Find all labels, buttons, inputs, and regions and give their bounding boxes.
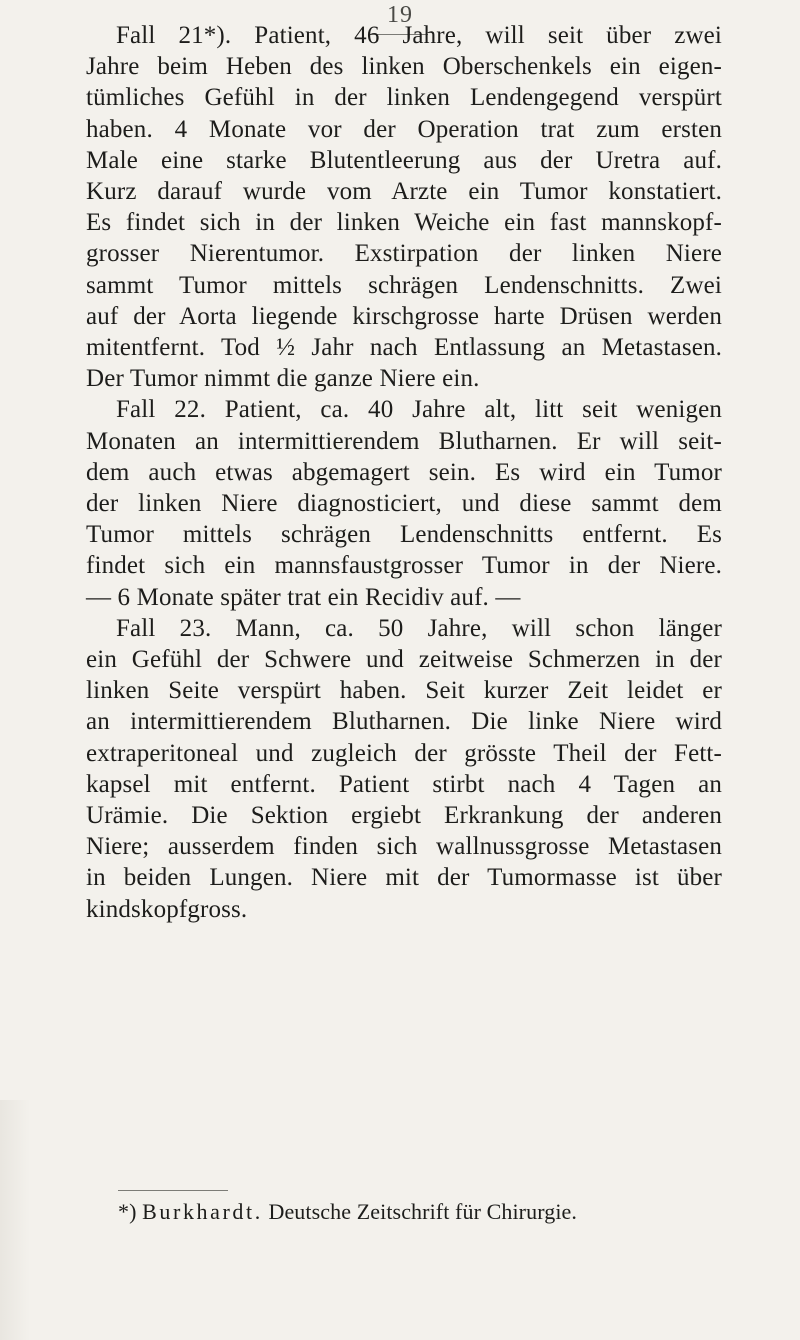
text-line: Der Tumor nimmt die ganze Niere ein. <box>86 365 480 393</box>
text-line: dem auch etwas abgemagert sein. Es wird ein Tumor <box>86 458 722 486</box>
text-line: — 6 Monate später trat ein Recidiv auf. — <box>86 583 521 611</box>
text-line: mitentfernt. Tod ½ Jahr nach Entlassung an Metastasen. <box>86 334 722 361</box>
text-line-fall-23-heading: Fall 23. Mann, ca. 50 Jahre, will schon länger <box>116 614 722 642</box>
text-line-fall-21-heading: Fall 21*). Patient, 46 Jahre, will seit über zwei <box>116 22 722 49</box>
text-line: extraperitoneal und zugleich der grösste Theil der Fett- <box>86 739 722 767</box>
text-line: Es findet sich in der linken Weiche ein fast mannskopf- <box>86 209 722 237</box>
text-line: Niere; ausserdem finden sich wallnussgrosse Metastasen <box>86 833 722 861</box>
footnote-rule <box>118 1190 228 1191</box>
text-line-fall-22-heading: Fall 22. Patient, ca. 40 Jahre alt, litt seit wenigen <box>116 396 722 424</box>
footnote-marker: *) <box>118 1199 137 1224</box>
text-line: in beiden Lungen. Niere mit der Tumormasse ist über <box>86 864 722 892</box>
text-line: linken Seite verspürt haben. Seit kurzer Zeit leidet er <box>86 677 722 705</box>
paper-edge-stain <box>0 1100 30 1340</box>
page-number: 19 <box>387 2 413 28</box>
text-line: der linken Niere diagnosticiert, und diese sammt dem <box>86 490 722 517</box>
text-line: Tumor mittels schrägen Lendenschnitts entfernt. Es <box>86 521 722 549</box>
text-line: Urämie. Die Sektion ergiebt Erkrankung der anderen <box>86 802 722 829</box>
text-line: Jahre beim Heben des linken Oberschenkels ein eigen- <box>86 53 722 81</box>
text-line: Monaten an intermittierendem Blutharnen. Er will seit- <box>86 427 722 455</box>
text-line: kindskopfgross. <box>86 895 248 923</box>
text-line: Kurz darauf wurde vom Arzte ein Tumor konstatiert. <box>86 178 722 205</box>
text-line: an intermittierendem Blutharnen. Die linke Niere wird <box>86 708 722 736</box>
text-line: auf der Aorta liegende kirschgrosse harte Drüsen werden <box>86 302 722 330</box>
text-line: Male eine starke Blutentleerung aus der Uretra auf. <box>86 146 722 174</box>
text-line: kapsel mit entfernt. Patient stirbt nach 4 Tagen an <box>86 770 722 798</box>
text-line: ein Gefühl der Schwere und zeitweise Schmerzen in der <box>86 646 722 673</box>
footnote <box>118 1198 718 1226</box>
footnote-source: Deutsche Zeitschrift für Chirurgie. <box>268 1199 578 1224</box>
text-line: grosser Nierentumor. Exstirpation der linken Niere <box>86 240 722 268</box>
text-line: tümliches Gefühl in der linken Lendengegend verspürt <box>86 84 722 112</box>
footnote-author: Burkhardt. <box>142 1199 263 1224</box>
text-line: sammt Tumor mittels schrägen Lendenschnitts. Zwei <box>86 271 722 299</box>
text-line: haben. 4 Monate vor der Operation trat zum ersten <box>86 115 722 143</box>
text-line: findet sich ein mannsfaustgrosser Tumor in der Niere. <box>86 552 722 580</box>
